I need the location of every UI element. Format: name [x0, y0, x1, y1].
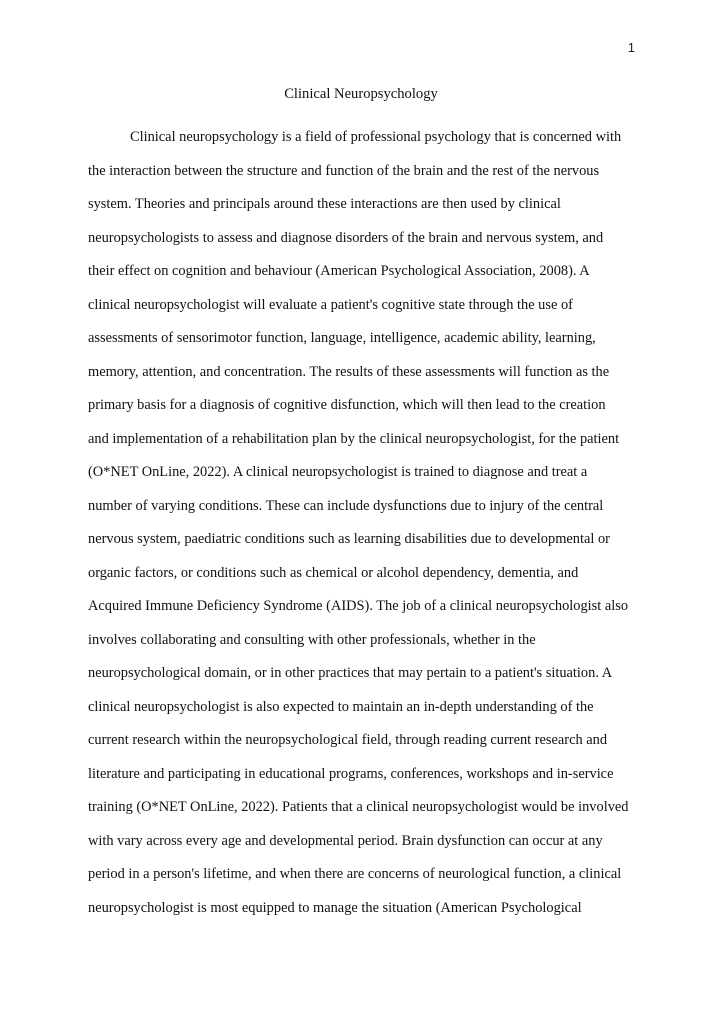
paragraph-line: training (O*NET OnLine, 2022). Patients that a clinical neuropsychologist would be involved [88, 799, 629, 815]
paragraph-line: their effect on cognition and behaviour (American Psychological Association, 2008). A [88, 263, 590, 279]
paragraph-line: clinical neuropsychologist will evaluate a patient's cognitive state through the use of [88, 296, 573, 313]
paragraph-line: primary basis for a diagnosis of cognitive disfunction, which will then lead to the creation [88, 397, 606, 413]
body-paragraph [88, 127, 648, 931]
paragraph-line: with vary across every age and developmental period. Brain dysfunction can occur at any [88, 832, 603, 849]
paragraph-line: clinical neuropsychologist is also expected to maintain an in-depth understanding of the [88, 698, 594, 715]
paragraph-line: the interaction between the structure and function of the brain and the rest of the nervous [88, 162, 600, 179]
page-number: 1 [627, 40, 635, 55]
paragraph-line: number of varying conditions. These can include dysfunctions due to injury of the central [88, 497, 604, 514]
paragraph-line: neuropsychological domain, or in other practices that may pertain to a patient's situation. A [88, 665, 613, 681]
paragraph-line: nervous system, paediatric conditions such as learning disabilities due to developmental or [88, 531, 610, 547]
document-title: Clinical Neuropsychology [284, 86, 438, 102]
paragraph-line: involves collaborating and consulting with other professionals, whether in the [88, 631, 536, 648]
paragraph-line: current research within the neuropsychological field, through reading current research and [88, 732, 608, 748]
paragraph-line: Acquired Immune Deficiency Syndrome (AIDS). The job of a clinical neuropsychologist also [88, 598, 629, 614]
paragraph-line: and implementation of a rehabilitation plan by the clinical neuropsychologist, for the patient [88, 430, 620, 447]
paragraph-line: memory, attention, and concentration. The results of these assessments will function as the [88, 363, 610, 380]
paragraph-line: organic factors, or conditions such as chemical or alcohol dependency, dementia, and [88, 564, 579, 581]
paragraph-line: Clinical neuropsychology is a field of professional psychology that is concerned with [130, 129, 622, 145]
paragraph-line: system. Theories and principals around these interactions are then used by clinical [88, 196, 561, 212]
paragraph-line: literature and participating in educational programs, conferences, workshops and in-service [88, 765, 614, 782]
paragraph-line: neuropsychologist is most equipped to manage the situation (American Psychological [88, 899, 582, 916]
paragraph-line: (O*NET OnLine, 2022). A clinical neuropsychologist is trained to diagnose and treat a [88, 464, 588, 480]
paragraph-line: period in a person's lifetime, and when there are concerns of neurological function, a clinical [88, 866, 622, 882]
paragraph-line: neuropsychologists to assess and diagnose disorders of the brain and nervous system, and [88, 229, 604, 246]
paragraph-line: assessments of sensorimotor function, language, intelligence, academic ability, learning, [88, 330, 596, 346]
